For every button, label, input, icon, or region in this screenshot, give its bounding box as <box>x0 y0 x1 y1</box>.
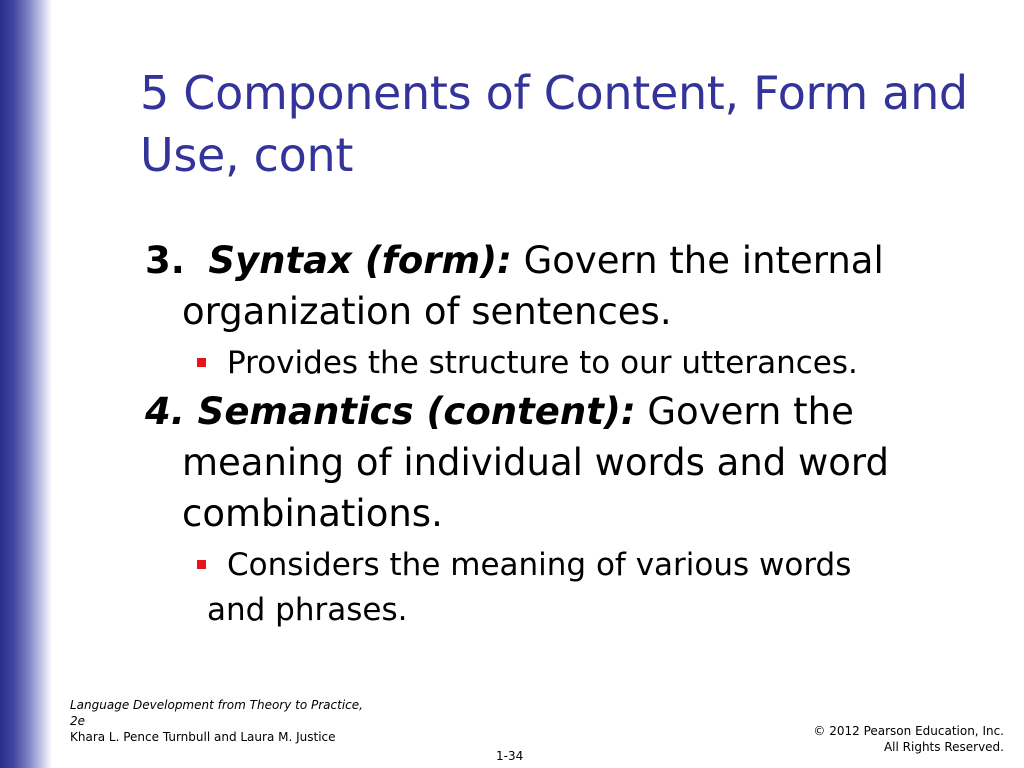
item-number: 3. <box>145 239 185 282</box>
footer-book-title: Language Development from Theory to Practice, 2e <box>70 698 363 728</box>
decorative-gradient-bar <box>0 0 52 768</box>
syntax-bullet <box>145 341 975 386</box>
page-number: 1-34 <box>496 749 524 763</box>
rights-text: All Rights Reserved. <box>883 740 1004 754</box>
slide-title: 5 Components of Content, Form and Use, cont <box>140 66 968 182</box>
semantics-definition: Govern the meaning of individual words and word combinations. <box>182 390 889 535</box>
square-bullet-icon <box>197 358 206 367</box>
semantics-bullet <box>145 543 975 633</box>
semantics-paragraph <box>145 386 975 539</box>
semantics-term: 4. Semantics (content): <box>145 390 636 433</box>
copyright-text: © 2012 Pearson Education, Inc. <box>813 724 1004 738</box>
slide-body <box>145 235 975 633</box>
footer-authors: Khara L. Pence Turnbull and Laura M. Justice <box>70 730 336 744</box>
syntax-bullet-text: Provides the structure to our utterances. <box>227 345 858 381</box>
semantics-bullet-text-line1: Considers the meaning of various words <box>227 547 852 583</box>
syntax-paragraph <box>145 235 975 337</box>
semantics-bullet-text-line2: and phrases. <box>207 592 408 628</box>
syntax-definition: Govern the internal organization of sentences. <box>182 239 884 333</box>
footer-copyright <box>813 723 1004 755</box>
footer-citation <box>70 697 370 745</box>
square-bullet-icon <box>197 560 206 569</box>
syntax-term: Syntax (form): <box>208 239 512 282</box>
